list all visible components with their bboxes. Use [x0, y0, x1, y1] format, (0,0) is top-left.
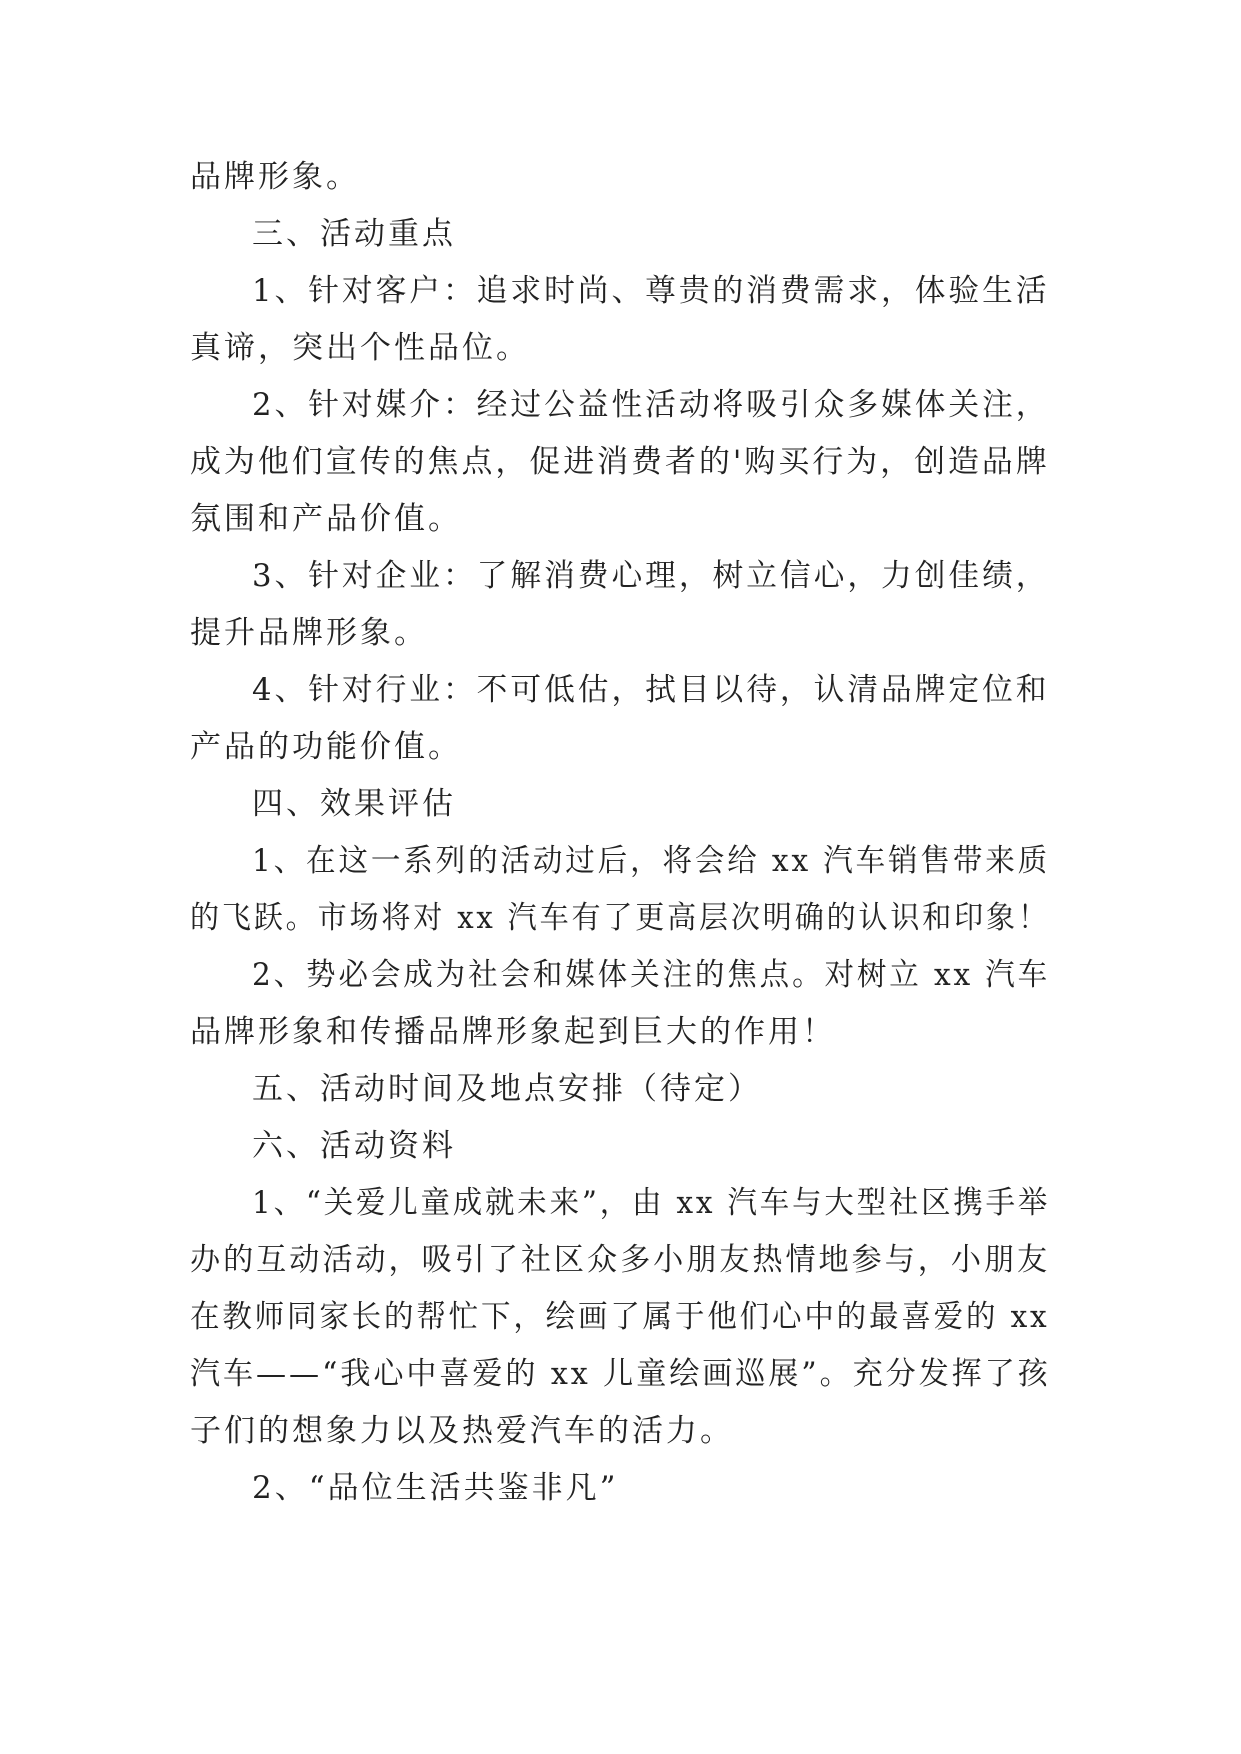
text-line: 成为他们宣传的焦点，促进消费者的'购买行为，创造品牌 — [190, 444, 1050, 480]
text-line: 品牌形象和传播品牌形象起到巨大的作用！ — [190, 1014, 836, 1050]
text-line: 1、针对客户：追求时尚、尊贵的消费需求，体验生活 — [252, 273, 1050, 309]
text-line: 在教师同家长的帮忙下，绘画了属于他们心中的最喜爱的 xx — [190, 1299, 1050, 1335]
section-heading: 六、活动资料 — [252, 1128, 456, 1164]
text-line: 提升品牌形象。 — [190, 615, 428, 651]
text-line: 子们的想象力以及热爱汽车的活力。 — [190, 1413, 734, 1449]
text-line: 的飞跃。市场将对 xx 汽车有了更高层次明确的认识和印象！ — [190, 900, 1050, 936]
section-heading: 三、活动重点 — [252, 216, 456, 252]
text-line: 2、针对媒介：经过公益性活动将吸引众多媒体关注， — [252, 387, 1050, 423]
text-line: 办的互动活动，吸引了社区众多小朋友热情地参与，小朋友 — [190, 1242, 1051, 1278]
text-line: 1、在这一系列的活动过后，将会给 xx 汽车销售带来质 — [252, 843, 1051, 879]
text-line: 品牌形象。 — [190, 159, 360, 195]
text-line: 氛围和产品价值。 — [190, 501, 462, 537]
section-heading: 四、效果评估 — [252, 786, 456, 822]
text-line: 产品的功能价值。 — [190, 729, 462, 765]
text-line: 2、势必会成为社会和媒体关注的焦点。对树立 xx 汽车 — [252, 957, 1051, 993]
text-line: 真谛，突出个性品位。 — [190, 330, 530, 366]
section-heading: 五、活动时间及地点安排（待定） — [252, 1071, 762, 1107]
text-line: 2、“品位生活共鉴非凡” — [252, 1470, 619, 1506]
text-line: 3、针对企业：了解消费心理，树立信心，力创佳绩， — [252, 558, 1050, 594]
text-line: 1、“关爱儿童成就未来”，由 xx 汽车与大型社区携手举 — [252, 1185, 1051, 1221]
text-line: 4、针对行业：不可低估，拭目以待，认清品牌定位和 — [252, 672, 1050, 708]
text-line: 汽车——“我心中喜爱的 xx 儿童绘画巡展”。充分发挥了孩 — [190, 1356, 1051, 1392]
